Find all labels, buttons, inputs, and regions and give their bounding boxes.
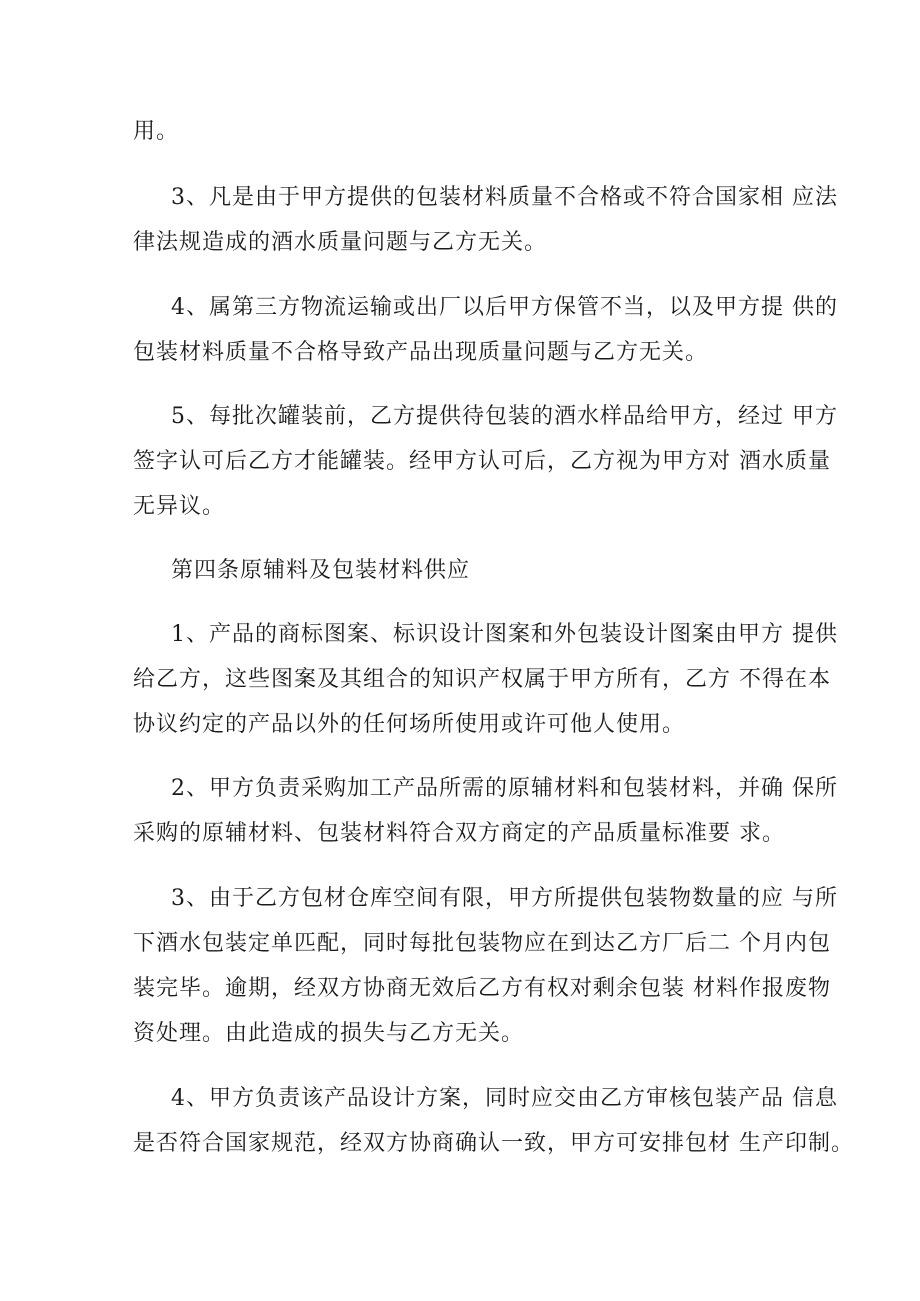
paragraph-fragment-line-1: 用。 — [133, 119, 180, 144]
article4-item1-line-2: 给乙方，这些图案及其组合的知识产权属于甲方所有，乙方 不得在本 — [133, 667, 831, 692]
article4-item3-line-1: 3、由于乙方包材仓库空间有限，甲方所提供包装物数量的应 与所 — [171, 886, 838, 911]
clause5-quality-line-1: 5、每批次罐装前，乙方提供待包装的酒水样品给甲方，经过 甲方 — [171, 404, 838, 429]
clause4-quality-line-2: 包装材料质量不合格导致产品出现质量问题与乙方无关。 — [133, 340, 709, 365]
clause5-quality-line-3: 无异议。 — [133, 494, 226, 519]
clause5-quality-line-2: 签字认可后乙方才能罐装。经甲方认可后，乙方视为甲方对 酒水质量 — [133, 449, 831, 474]
article4-item2-line-1: 2、甲方负责采购加工产品所需的原辅材料和包装材料，并确 保所 — [171, 776, 838, 801]
clause4-quality-line-1: 4、属第三方物流运输或出厂以后甲方保管不当，以及甲方提 供的 — [171, 295, 838, 320]
article4-heading: 第四条原辅料及包装材料供应 — [171, 558, 471, 583]
clause3-quality-line-2: 律法规造成的酒水质量问题与乙方无关。 — [133, 230, 548, 255]
article4-item3-line-3: 装完毕。逾期，经双方协商无效后乙方有权对剩余包装 材料作报废物 — [133, 976, 831, 1001]
article4-item2-line-2: 采购的原辅材料、包装材料符合双方商定的产品质量标准要 求。 — [133, 821, 785, 846]
clause3-quality-line-1: 3、凡是由于甲方提供的包装材料质量不合格或不符合国家相 应法 — [171, 185, 838, 210]
article4-item1-line-1: 1、产品的商标图案、标识设计图案和外包装设计图案由甲方 提供 — [171, 622, 838, 647]
article4-item3-line-4: 资处理。由此造成的损失与乙方无关。 — [133, 1021, 525, 1046]
article4-item4-line-1: 4、甲方负责该产品设计方案，同时应交由乙方审核包装产品 信息 — [171, 1086, 838, 1111]
article4-item3-line-2: 下酒水包装定单匹配，同时每批包装物应在到达乙方厂后二 个月内包 — [133, 931, 831, 956]
article4-item1-line-3: 协议约定的产品以外的任何场所使用或许可他人使用。 — [133, 712, 686, 737]
article4-item4-line-2: 是否符合国家规范，经双方协商确认一致，甲方可安排包材 生产印制。 — [133, 1131, 854, 1156]
